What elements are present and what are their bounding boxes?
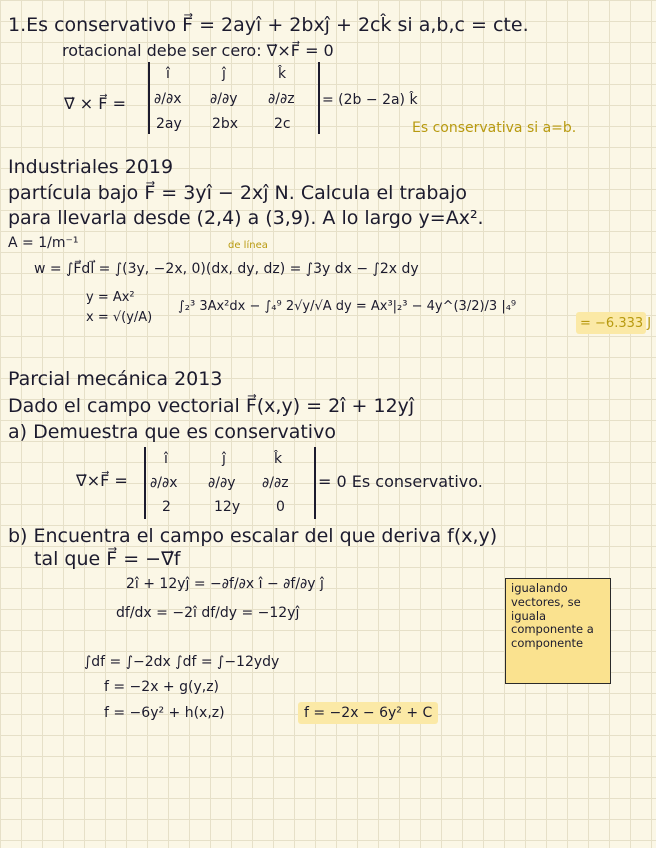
problem2-line3: A = 1/m⁻¹ [8, 235, 79, 251]
problem2-work: w = ∫F⃗dl⃗ = ∫(3y, −2x, 0)(dx, dy, dz) = ∫3y dx − ∫2x dy [34, 261, 419, 277]
problem3-eq2: df/dx = −2î df/dy = −12yĵ [116, 605, 300, 621]
det2-r1c2: ĵ [222, 451, 226, 467]
det1-r3c3: 2c [274, 116, 291, 132]
problem2-heading: Industriales 2019 [8, 156, 174, 178]
det2-r2c1: ∂/∂x [150, 475, 178, 491]
problem3-eq1: 2î + 12yĵ = −∂f/∂x î − ∂f/∂y ĵ [126, 576, 324, 592]
det1-r1c2: ĵ [222, 66, 226, 82]
problem3-curl-result: = 0 Es conservativo. [318, 472, 483, 491]
problem1-curl-lhs: ∇⃗ × F⃗ = [64, 94, 126, 113]
problem3-part-a: a) Demuestra que es conservativo [8, 421, 336, 443]
det2-r3c3: 0 [276, 499, 285, 515]
problem2-integral: ∫₂³ 3Ax²dx − ∫₄⁹ 2√y/√A dy = Ax³|₂³ − 4y^(3/2)/3 |₄⁹ [178, 299, 517, 314]
problem3-final: f = −2x − 6y² + C [304, 705, 433, 721]
problem2-line2: para llevarla desde (2,4) a (3,9). A lo largo y=Ax². [8, 207, 484, 229]
det2-r3c1: 2 [162, 499, 171, 515]
problem1-conclusion: Es conservativa si a=b. [412, 120, 577, 136]
det2-r1c3: k̂ [274, 451, 283, 467]
problem2-sub1: y = Ax² [86, 290, 135, 305]
problem2-line1: partícula bajo F⃗ = 3yî − 2xĵ N. Calcula el trabajo [8, 182, 467, 204]
det1-r2c2: ∂/∂y [210, 91, 238, 107]
problem3-heading: Parcial mecánica 2013 [8, 368, 223, 390]
problem1-curl-result: = (2b − 2a) k̂ [322, 92, 418, 108]
problem2-sub2: x = √(y/A) [86, 310, 153, 325]
det1-r1c3: k̂ [278, 66, 287, 82]
problem3-curl-lhs: ∇⃗×F⃗ = [76, 471, 128, 490]
det1-r1c1: î [166, 66, 170, 82]
problem3-eq3: ∫df = ∫−2dx ∫df = ∫−12ydy [84, 654, 280, 670]
problem3-line1: Dado el campo vectorial F⃗(x,y) = 2î + 12yĵ [8, 395, 415, 417]
det1-r2c3: ∂/∂z [268, 91, 295, 107]
det1-r3c1: 2ay [156, 116, 182, 132]
problem3-eq5: f = −6y² + h(x,z) [104, 705, 225, 721]
det2-r3c2: 12y [214, 499, 241, 515]
problem2-result: = −6.333 J [580, 316, 652, 331]
problem3-part-b1: b) Encuentra el campo escalar del que deriva f(x,y) [8, 525, 498, 547]
det2-r2c3: ∂/∂z [262, 475, 289, 491]
det2-r1c1: î [164, 451, 168, 467]
label-de-linea: de línea [228, 240, 268, 251]
problem1-note: rotacional debe ser cero: ∇⃗×F⃗ = 0 [62, 41, 334, 60]
sticky-note: igualando vectores, se iguala componente a componente [505, 578, 611, 684]
problem3-part-b2: tal que F⃗ = −∇⃗f [34, 548, 181, 570]
problem3-eq4: f = −2x + g(y,z) [104, 679, 220, 695]
det2-r2c2: ∂/∂y [208, 475, 236, 491]
det1-r2c1: ∂/∂x [154, 91, 182, 107]
det1-r3c2: 2bx [212, 116, 239, 132]
problem1-title: 1.Es conservativo F⃗ = 2ayî + 2bxĵ + 2ck̂ si a,b,c = cte. [8, 14, 529, 36]
